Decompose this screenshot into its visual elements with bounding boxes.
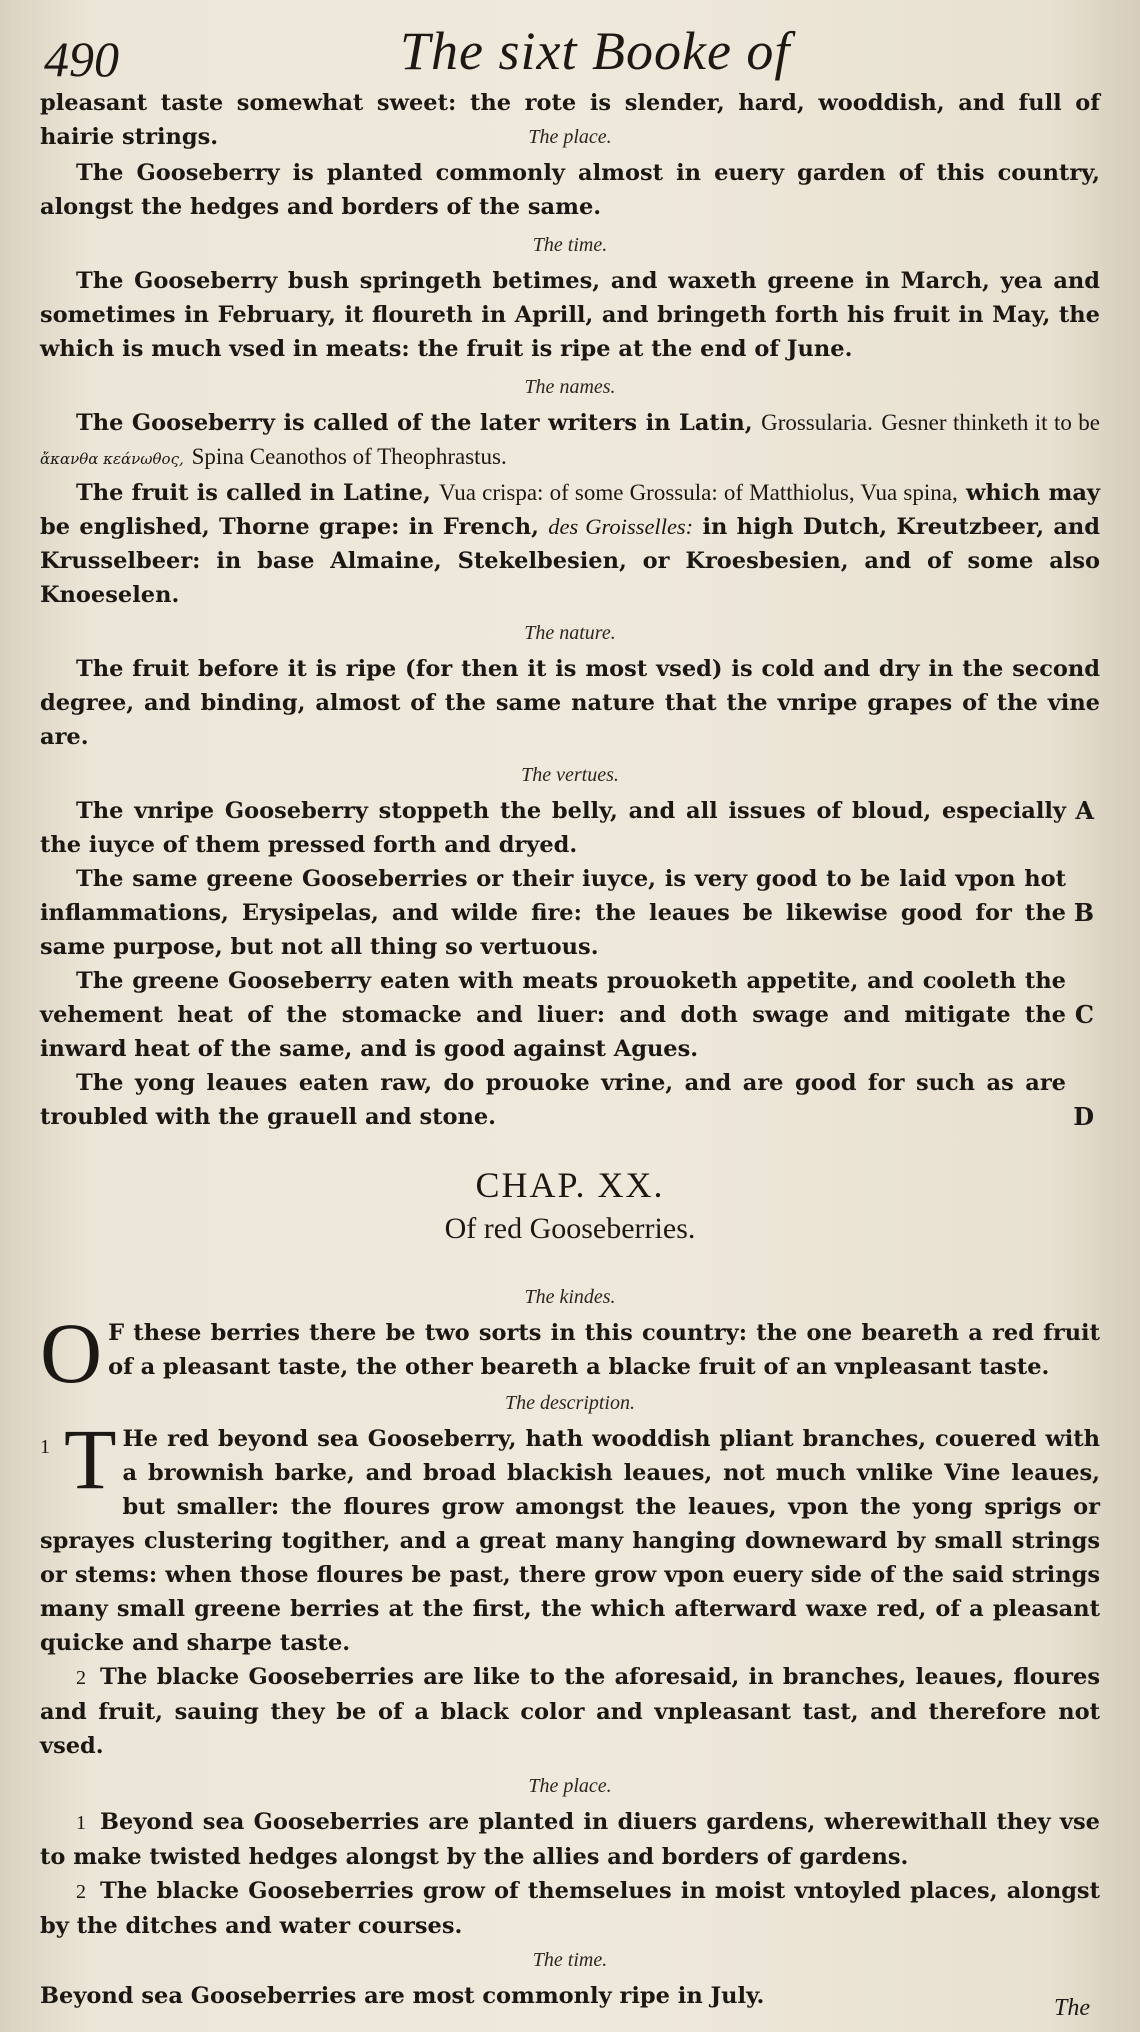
drop-cap: T: [64, 1411, 117, 1507]
vertue-paragraph: The vnripe Gooseberry stoppeth the belly, and all issues of bloud, especially the iuyce of them pressed forth and dryed.: [40, 798, 1066, 858]
item-number: 1: [76, 1812, 86, 1834]
body-paragraph: Beyond sea Gooseberries are most commonly ripe in July.: [40, 1983, 765, 2009]
body-paragraph: He red beyond sea Gooseberry, hath wooddish pliant branches, couered with a brownish barke, and broad blackish leaues, not much vnlike Vine leaues, but smaller: the floures grow amongst the leaues, vpon the yong sprigs or sprayes clustering togither, and a great many hanging downeward by small strings or stems: when those floures be past, there grow vpon euery side of the said strings many small greene berries at the first, the which afterward waxe red, of a pleasant quicke and sharpe taste.: [40, 1426, 1100, 1656]
latin-name: Grossularia.: [761, 410, 873, 435]
fruit-text: in high Dutch, Kreutzbeer, and Krusselbeer: in base Almaine, Stekelbesien, or Kroesbesien, and of some also Knoeselen.: [40, 514, 1100, 608]
body-paragraph: The fruit before it is ripe (for then it is most vsed) is cold and dry in the second degree, and binding, almost of the same nature that the vnripe grapes of the vine are.: [40, 656, 1100, 750]
section-heading-kindes: The kindes.: [524, 1286, 616, 1308]
paragraph-text: The blacke Gooseberries grow of themselues in moist vntoyled places, alongst by the ditches and water courses.: [40, 1878, 1100, 1939]
page-header: [40, 18, 1100, 86]
margin-letter: C: [1074, 1000, 1094, 1029]
margin-letter: D: [1073, 1102, 1094, 1131]
kindes-block: [40, 1305, 1100, 1401]
names-text: The Gooseberry is called of the later writers in Latin,: [76, 410, 753, 436]
fruit-names-paragraph: [40, 476, 1100, 612]
body-paragraph: The Gooseberry is planted commonly almost in euery garden of this country, alongst the hedges and borders of the same.: [40, 160, 1100, 220]
numbered-paragraph: [40, 1660, 1100, 1763]
chapter-subtitle: Of red Gooseberries.: [444, 1212, 696, 1245]
latin-name: Spina Ceanothos of Theophrastus.: [191, 444, 507, 469]
names-text: Gesner thinketh it to be: [881, 410, 1100, 435]
drop-cap: O: [40, 1305, 103, 1401]
section-heading-nature: The nature.: [524, 622, 616, 644]
body-paragraph: F these berries there be two sorts in this country: the one beareth a red fruit of a pleasant taste, the other beareth a blacke fruit of an vnpleasant taste.: [108, 1320, 1100, 1380]
section-heading-description: The description.: [505, 1392, 635, 1414]
greek-name: ἄκανθα κεάνωθος,: [40, 450, 184, 468]
section-heading-time: The time.: [532, 1949, 608, 1971]
paragraph-text: The blacke Gooseberries are like to the aforesaid, in branches, leaues, floures and fruit, sauing they be of a black color and vnpleasant tast, and therefore not vsed.: [40, 1664, 1100, 1759]
body-paragraph: The Gooseberry bush springeth betimes, and waxeth greene in March, yea and sometimes in February, it floureth in Aprill, and bringeth forth his fruit in May, the which is much vsed in meats: the fruit is ripe at the end of June.: [40, 268, 1100, 362]
margin-letter: A: [1075, 796, 1094, 825]
section-heading-vertues: The vertues.: [521, 764, 619, 786]
section-heading-time: The time.: [532, 234, 608, 256]
body-paragraph: pleasant taste somewhat sweet: the rote is slender, hard, wooddish, and full of hairie strings.: [40, 90, 1100, 150]
section-heading-place: The place.: [528, 126, 612, 148]
fruit-text: which may be englished, Thorne grape: in French,: [40, 480, 1100, 540]
item-number: 1: [40, 1436, 50, 1458]
numbered-paragraph: [40, 1805, 1100, 1874]
vertue-paragraph: The greene Gooseberry eaten with meats prouoketh appetite, and cooleth the vehement heat of the stomacke and liuer: and doth swage and mitigate the inward heat of the same, and is good against Agues.: [40, 968, 1066, 1062]
paragraph-text: Beyond sea Gooseberries are planted in diuers gardens, wherewithall they vse to make twisted hedges alongst by the allies and borders of gardens.: [40, 1809, 1100, 1870]
section-heading-names: The names.: [524, 376, 616, 398]
section-heading-place: The place.: [528, 1775, 612, 1797]
item-number: 2: [76, 1667, 86, 1689]
chapter-title: CHAP. XX.: [475, 1165, 665, 1205]
margin-letter: B: [1073, 898, 1094, 927]
names-paragraph: [40, 406, 1100, 476]
running-title: The sixt Booke of: [400, 21, 791, 81]
vertue-paragraph: The yong leaues eaten raw, do prouoke vrine, and are good for such as are troubled with the grauell and stone.: [40, 1070, 1066, 1130]
latin-name: Vua crispa: of some Grossula: of Matthiolus, Vua spina,: [439, 480, 958, 505]
item-number: 2: [76, 1881, 86, 1903]
page-body: [40, 86, 1100, 2013]
numbered-paragraph: [40, 1874, 1100, 1943]
description-block-1: [40, 1411, 1100, 1660]
french-name: des Groisselles:: [548, 514, 694, 539]
page-number: 490: [44, 31, 119, 87]
catchword: The: [1054, 1995, 1090, 2021]
vertue-paragraph: The same greene Gooseberries or their iuyce, is very good to be laid vpon hot inflammations, Erysipelas, and wilde fire: the leaues be likewise good for the same purpose, but not all thing so vertuous.: [40, 866, 1066, 960]
vertues-block: [40, 794, 1100, 1134]
fruit-text: The fruit is called in Latine,: [76, 480, 431, 506]
